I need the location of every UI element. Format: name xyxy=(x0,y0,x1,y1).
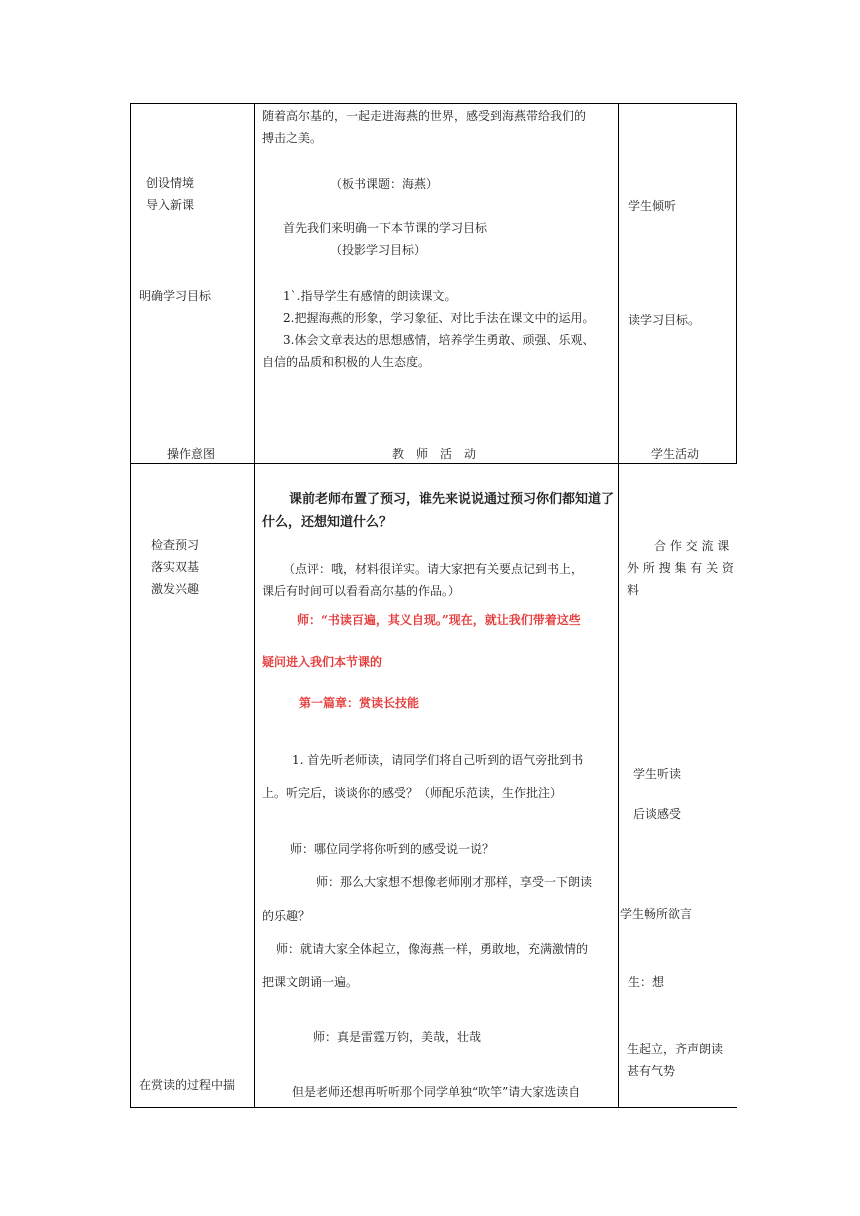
teacher-last-line: 但是老师还想再听听那个同学单独“吹竿”请大家选读自 xyxy=(292,1085,581,1099)
table2-col-divider-1 xyxy=(254,463,255,1108)
student-stand-read-line1: 生起立，齐声朗读 xyxy=(627,1042,724,1056)
blackboard-title-note: （板书课题：海燕） xyxy=(330,177,439,191)
table2-col-divider-2 xyxy=(618,463,619,1108)
teacher-question-2-line2: 的乐趣？ xyxy=(262,909,311,923)
chapter-1-heading: 第一篇章：赏读长技能 xyxy=(299,696,420,710)
table1-left-border xyxy=(130,103,131,463)
student-talk-feel: 后谈感受 xyxy=(633,807,682,821)
goal-2: 2.把握海燕的形象，学习象征、对比手法在课文中的运用。 xyxy=(283,311,595,325)
stage-spark-interest: 激发兴趣 xyxy=(151,582,200,596)
intro-text-line1: 随着高尔基的，一起走进海燕的世界，感受到海燕带给我们的 xyxy=(262,109,587,123)
student-listen-read: 学生听读 xyxy=(633,767,682,781)
student-stand-read-line2: 甚有气势 xyxy=(627,1064,676,1078)
table2-left-border xyxy=(130,463,131,1108)
student-cooperate-line1: 合 作 交 流 课 xyxy=(654,539,730,553)
student-read-goals: 读学习目标。 xyxy=(628,313,701,327)
teacher-praise: 师：真是雷霆万钧，美哉，壮哉 xyxy=(313,1030,482,1044)
comment-line1: （点评：哦，材料很详实。请大家把有关要点记到书上， xyxy=(283,562,584,576)
stage-consolidate-basics: 落实双基 xyxy=(151,560,200,574)
comment-line2: 课后有时间可以看看高尔基的作品。） xyxy=(262,584,461,598)
stage-clarify-goals: 明确学习目标 xyxy=(139,289,212,303)
goals-projection-note: （投影学习目标） xyxy=(330,243,427,257)
teacher-question-1: 师：哪位同学将你听到的感受说一说？ xyxy=(290,842,495,856)
table1-col-divider-1 xyxy=(254,103,255,463)
stage-check-preview: 检查预习 xyxy=(151,538,200,552)
listen-instruction-line2: 上。听完后，谈谈你的感受？（师配乐范读，生作批注） xyxy=(262,786,563,800)
teacher-instruction-3-line2: 把课文朗诵一遍。 xyxy=(262,975,359,989)
student-listen: 学生倾听 xyxy=(628,199,677,213)
preview-question-line2: 什么，还想知道什么？ xyxy=(262,515,393,530)
table1-right-border xyxy=(736,103,737,463)
teacher-quote-line1: 师：“书读百遍，其义自现。”现在，就让我们带着这些 xyxy=(297,613,581,627)
student-think: 生：想 xyxy=(628,975,665,989)
intro-text-line2: 搏击之美。 xyxy=(262,131,323,145)
student-cooperate-line3: 料 xyxy=(627,583,640,597)
table1-col-divider-2 xyxy=(618,103,619,463)
goal-3-line1: 3.体会文章表达的思想感情，培养学生勇敢、顽强、乐观、 xyxy=(283,333,595,347)
header-operation-intent: 操作意图 xyxy=(167,447,216,461)
stage-appreciative-reading: 在赏读的过程中揣 xyxy=(139,1078,236,1092)
goal-1: 1`.指导学生有感情的朗读课文。 xyxy=(283,289,457,303)
listen-instruction-line1: 1. 首先听老师读，请同学们将自己听到的语气旁批到书 xyxy=(292,753,584,767)
stage-introduce-lesson: 导入新课 xyxy=(146,198,195,212)
teacher-quote-line2: 疑问进入我们本节课的 xyxy=(262,655,383,669)
table2-top-border xyxy=(130,463,737,464)
student-speak-freely: 学生畅所欲言 xyxy=(620,907,693,921)
goals-intro: 首先我们来明确一下本节课的学习目标 xyxy=(283,221,488,235)
teacher-instruction-3-line1: 师：就请大家全体起立，像海燕一样，勇敢地，充满激情的 xyxy=(276,942,589,956)
table2-bottom-border xyxy=(130,1107,737,1108)
preview-question-line1: 课前老师布置了预习，谁先来说说通过预习你们都知道了 xyxy=(289,492,615,507)
student-cooperate-line2: 外 所 搜 集 有 关 资 xyxy=(627,561,734,575)
goal-3-line2: 自信的品质和积极的人生态度。 xyxy=(262,355,431,369)
table1-top-border xyxy=(130,103,737,104)
header-teacher-activity: 教 师 活 动 xyxy=(392,447,477,461)
teacher-question-2-line1: 师：那么大家想不想像老师刚才那样，享受一下朗读 xyxy=(316,875,593,889)
stage-create-scene: 创设情境 xyxy=(146,176,195,190)
header-student-activity: 学生活动 xyxy=(651,447,700,461)
